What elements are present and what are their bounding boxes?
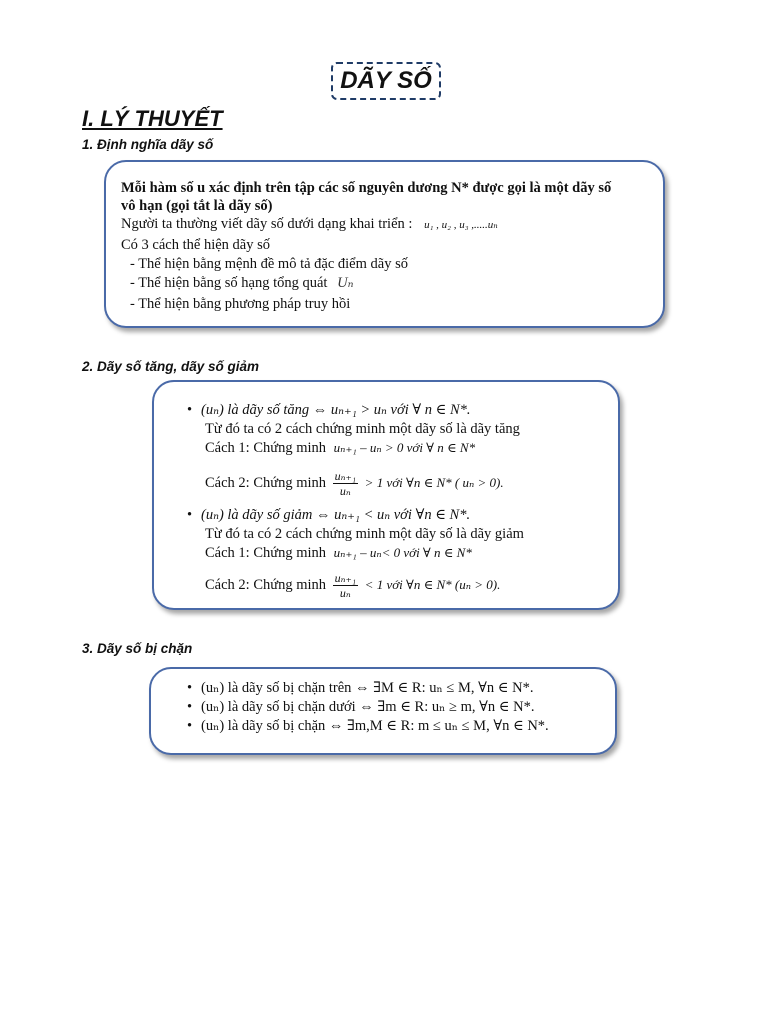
way-3: - Thể hiện bằng phương pháp truy hồi	[130, 296, 351, 312]
bounded-box	[149, 667, 617, 755]
bullet: •	[187, 507, 193, 523]
expand-math: u₁ , u₂ , u₃ ,.....uₙ	[424, 219, 498, 231]
decreasing-fraction	[333, 571, 358, 600]
increasing-method-1	[205, 439, 475, 457]
definition-box	[104, 160, 665, 328]
decreasing-method-2-math: < 1 với ∀n ∈ N* (uₙ > 0).	[364, 577, 501, 592]
increasing-text: (uₙ) là dãy số tăng ⇔ uₙ₊₁ > uₙ với ∀ n ∈ N*.	[201, 402, 471, 418]
expand-text: Người ta thường viết dãy số dưới dạng khai triển :	[121, 216, 413, 232]
bullet: •	[187, 699, 193, 715]
fraction-numerator: uₙ₊₁	[334, 571, 357, 586]
decreasing-method-2	[205, 566, 500, 604]
decreasing-method-1-math: uₙ₊₁ – uₙ< 0 với ∀ n ∈ N*	[333, 545, 472, 560]
increasing-from: Từ đó ta có 2 cách chứng minh một dãy số là dãy tăng	[205, 421, 520, 437]
way-2	[130, 274, 353, 292]
increasing-fraction	[333, 469, 358, 498]
subheading-monotonic: 2. Dãy số tăng, dãy số giảm	[82, 359, 260, 374]
bullet: •	[187, 402, 193, 418]
ways-line: Có 3 cách thể hiện dãy số	[121, 237, 270, 253]
fraction-denominator: uₙ	[339, 586, 351, 601]
increasing-method-2	[205, 464, 504, 502]
decreasing-text: (uₙ) là dãy số giảm ⇔ uₙ₊₁ < uₙ với ∀n ∈ N*.	[201, 507, 471, 523]
decreasing-method-1	[205, 544, 472, 562]
bounded-below-text: (uₙ) là dãy số bị chặn dưới ⇔ ∃m ∈ R: uₙ ≥ m, ∀n ∈ N*.	[201, 699, 535, 715]
definition-line-2: vô hạn (gọi tắt là dãy số)	[121, 198, 273, 214]
bullet: •	[187, 680, 193, 696]
bounded-above-text: (uₙ) là dãy số bị chặn trên ⇔ ∃M ∈ R: uₙ ≤ M, ∀n ∈ N*.	[201, 680, 534, 696]
expand-line	[121, 215, 498, 234]
definition-line-1: Mỗi hàm số u xác định trên tập các số nguyên dương N* được gọi là một dãy số	[121, 180, 612, 196]
increasing-method-1-math: uₙ₊₁ – uₙ > 0 với ∀ n ∈ N*	[333, 440, 476, 455]
section-heading: I. LÝ THUYẾT	[82, 106, 223, 131]
way-2-math: Uₙ	[337, 275, 354, 291]
decreasing-from: Từ đó ta có 2 cách chứng minh một dãy số là dãy giảm	[205, 526, 524, 542]
bounded-both	[187, 717, 549, 735]
subheading-bounded: 3. Dãy số bị chặn	[82, 641, 193, 656]
bounded-below	[187, 698, 534, 716]
bounded-above	[187, 679, 533, 697]
way-2-text: - Thể hiện bằng số hạng tổng quát	[130, 275, 328, 291]
page-title: DÃY SỐ	[331, 62, 441, 100]
decreasing-method-1-label: Cách 1: Chứng minh	[205, 545, 327, 561]
decreasing-definition	[187, 506, 470, 524]
decreasing-method-2-label: Cách 2: Chứng minh	[205, 577, 327, 593]
fraction-numerator: uₙ₊₁	[334, 469, 357, 484]
increasing-definition	[187, 401, 471, 419]
increasing-method-1-label: Cách 1: Chứng minh	[205, 440, 327, 456]
monotonic-box	[152, 380, 620, 610]
fraction-denominator: uₙ	[339, 484, 351, 499]
increasing-method-2-math: > 1 với ∀n ∈ N* ( uₙ > 0).	[364, 475, 504, 490]
bullet: •	[187, 718, 193, 734]
increasing-method-2-label: Cách 2: Chứng minh	[205, 475, 327, 491]
subheading-definition: 1. Định nghĩa dãy số	[82, 137, 214, 152]
bounded-both-text: (uₙ) là dãy số bị chặn ⇔ ∃m,M ∈ R: m ≤ uₙ ≤ M, ∀n ∈ N*.	[201, 718, 549, 734]
way-1: - Thể hiện bằng mệnh đề mô tả đặc điểm dãy số	[130, 256, 408, 272]
